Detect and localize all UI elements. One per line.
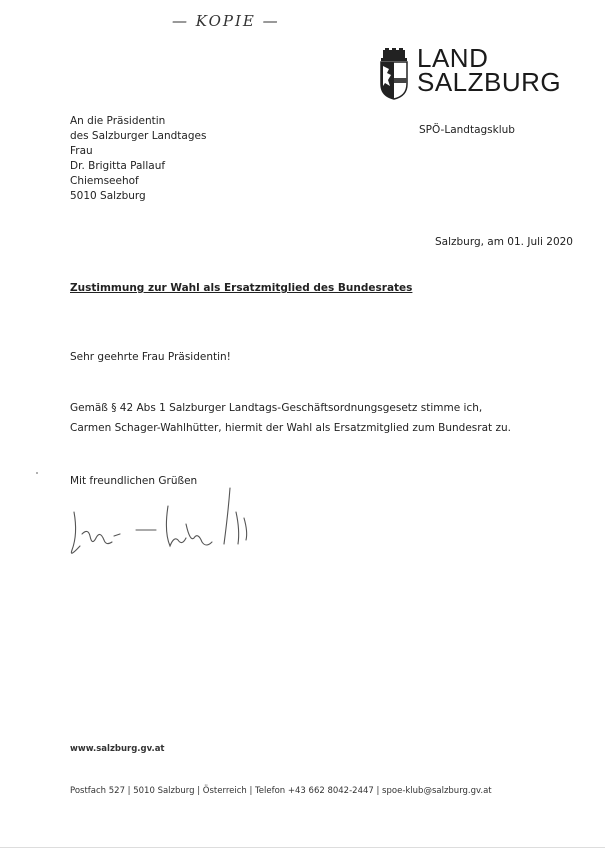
date-line: Salzburg, am 01. Juli 2020 [434,236,573,248]
land-salzburg-crest-icon [379,48,409,100]
closing: Mit freundlichen Grüßen [70,475,198,487]
salutation: Sehr geehrte Frau Präsidentin! [70,351,231,363]
address-line: 5010 Salzburg [70,190,146,202]
address-line: des Salzburger Landtages [70,130,207,142]
handwritten-signature [60,484,260,564]
land-salzburg-logo [417,43,562,97]
sender-club: SPÖ-Landtagsklub [419,124,515,136]
kopie-stamp: — KOPIE — [172,12,280,30]
footer-contact: Postfach 527 | 5010 Salzburg | Österreich | Telefon +43 662 8042-2447 | spoe-klub@salzburg.gv.at [70,786,492,796]
address-line: An die Präsidentin [70,115,166,127]
logo-line-salzburg: SALZBURG [417,67,562,97]
recipient-address [70,114,206,204]
address-line: Dr. Brigitta Pallauf [70,160,166,172]
logo-line-land: LAND [417,43,489,73]
body-line: Gemäß § 42 Abs 1 Salzburger Landtags-Geschäftsordnungsgesetz stimme ich, [70,402,483,414]
page-edge-line [0,847,605,848]
footer-website: www.salzburg.gv.at [70,744,165,754]
subject-line: Zustimmung zur Wahl als Ersatzmitglied des Bundesrates [70,282,413,294]
scan-speck [36,472,38,474]
letter-body [70,398,511,438]
address-line: Frau [70,145,93,157]
body-line: Carmen Schager-Wahlhütter, hiermit der Wahl als Ersatzmitglied zum Bundesrat zu. [70,422,511,434]
address-line: Chiemseehof [70,175,139,187]
